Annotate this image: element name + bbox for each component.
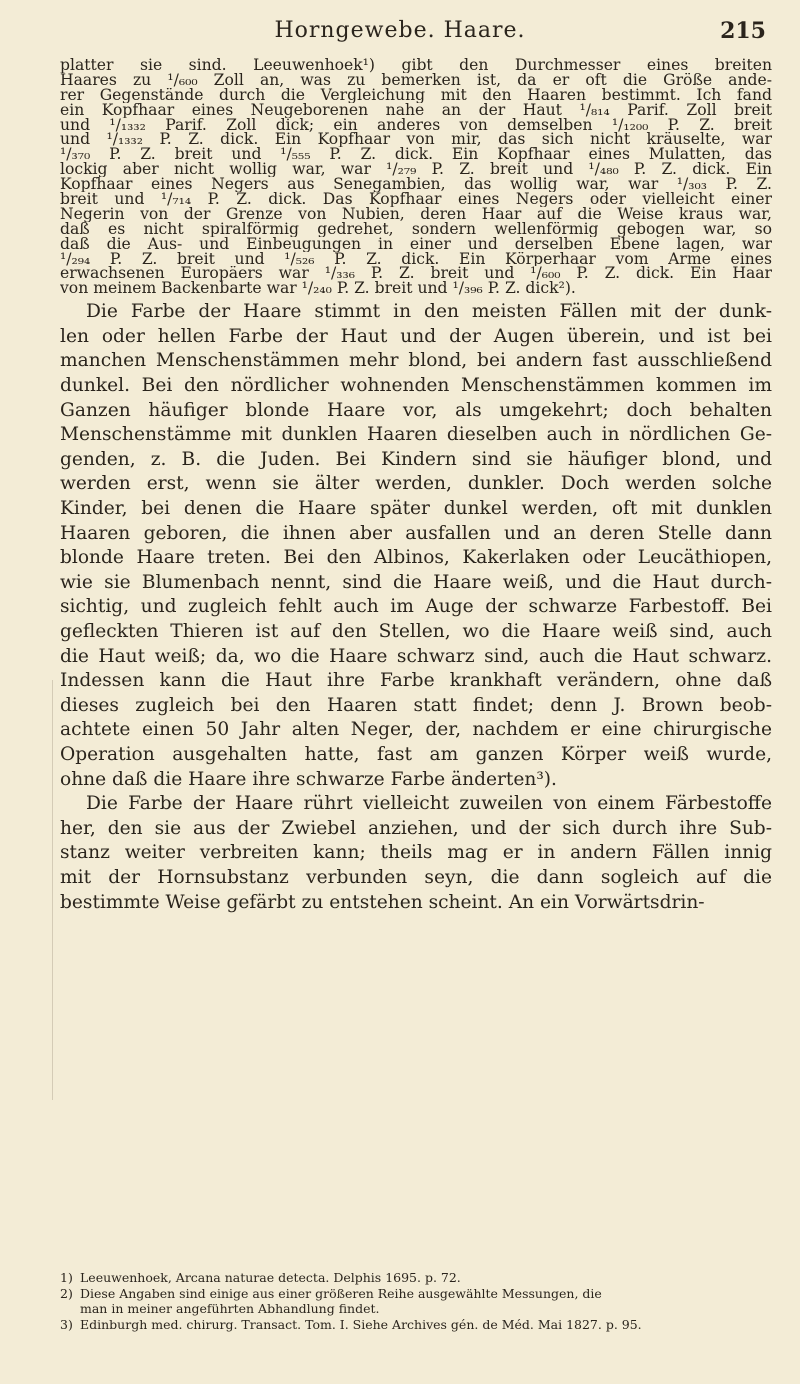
text-line: Menschenstämme mit dunklen Haaren dieselben auch in nördlichen Ge-	[60, 424, 772, 446]
text-line: Operation ausgehalten hatte, fast am ganzen Körper weiß wurde,	[60, 743, 772, 765]
text-line: len oder hellen Farbe der Haut und der Augen überein, und ist bei	[60, 325, 772, 347]
text-line: her, den sie aus der Zwiebel anziehen, und der sich durch ihre Sub-	[60, 817, 772, 839]
text-line: ¹/₂₉₄ P. Z. breit und ¹/₅₂₆ P. Z. dick. Ein Körperhaar vom Arme eines	[60, 251, 772, 267]
text-line: und ¹/₁₃₃₂ Parif. Zoll dick; ein anderes von demselben ¹/₁₂₀₀ P. Z. breit	[60, 117, 772, 133]
text-line: breit und ¹/₇₁₄ P. Z. dick. Das Kopfhaar eines Negers oder vielleicht einer	[60, 192, 772, 207]
text-line: gefleckten Thieren ist auf den Stellen, wo die Haare weiß sind, auch	[60, 620, 772, 642]
footnote-number: 2)	[60, 1285, 73, 1301]
text-line: manchen Menschenstämmen mehr blond, bei andern fast ausschließend	[60, 350, 772, 372]
footnote-number: 1)	[60, 1270, 73, 1285]
text-line: ein Kopfhaar eines Neugeborenen nahe an der Haut ¹/₈₁₄ Parif. Zoll breit	[60, 102, 772, 118]
text-line: Kinder, bei denen die Haare später dunkel werden, oft mit dunklen	[60, 498, 772, 519]
footnote-number: 3)	[60, 1316, 73, 1332]
footnotes	[60, 1270, 772, 1332]
footnote	[60, 1270, 772, 1286]
text-line: bestimmte Weise gefärbt zu entstehen scheint. An ein Vorwärtsdrin-	[60, 891, 705, 913]
footnote	[60, 1301, 772, 1317]
text-line: daß es nicht spiralförmig gedrehet, sondern wellenförmig gebogen war, so	[60, 221, 772, 237]
text-line: achtete einen 50 Jahr alten Neger, der, nachdem er eine chirurgische	[60, 719, 772, 741]
text-line: lockig aber nicht wollig war, war ¹/₂₇₉ P. Z. breit und ¹/₄₈₀ P. Z. dick. Ein	[60, 162, 772, 178]
text-line: Negerin von der Grenze von Nubien, deren Haar auf die Weise kraus war,	[60, 206, 772, 222]
text-line: dieses zugleich bei den Haaren statt findet; denn J. Brown beob-	[60, 694, 772, 716]
text-line: Haares zu ¹/₆₀₀ Zoll an, was zu bemerken ist, da er oft die Größe ande-	[60, 72, 772, 88]
text-line: die Haut weiß; da, wo die Haare schwarz sind, auch die Haut schwarz.	[60, 645, 772, 667]
page-number: 215	[720, 18, 766, 44]
text-line: von meinem Backenbarte war ¹/₂₄₀ P. Z. breit und ¹/₃₉₆ P. Z. dick²).	[60, 281, 576, 297]
text-line: Die Farbe der Haare rührt vielleicht zuweilen von einem Färbestoffe	[86, 793, 772, 815]
running-title: Horngewebe. Haare.	[274, 18, 526, 43]
text-line: sichtig, und zugleich fehlt auch im Auge der schwarze Farbestoff. Bei	[60, 596, 772, 618]
text-line: Kopfhaar eines Negers aus Senegambien, das wollig war, war ¹/₃₀₃ P. Z.	[60, 177, 772, 193]
margin-line	[52, 680, 53, 1100]
text-line: rer Gegenstände durch die Vergleichung mit den Haaren bestimmt. Ich fand	[60, 87, 772, 103]
text-line: werden erst, wenn sie älter werden, dunkler. Doch werden solche	[60, 473, 772, 495]
footnote	[60, 1317, 772, 1333]
footnote-text: Edinburgh med. chirurg. Transact. Tom. I. Siehe Archives gén. de Méd. Mai 1827. p. 95.	[80, 1316, 642, 1332]
text-line: wie sie Blumenbach nennt, sind die Haare weiß, und die Haut durch-	[60, 571, 772, 593]
footnote-text: Leeuwenhoek, Arcana naturae detecta. Delphis 1695. p. 72.	[80, 1270, 461, 1285]
text-line: dunkel. Bei den nördlicher wohnenden Menschenstämmen kommen im	[60, 375, 772, 397]
text-line: platter sie sind. Leeuwenhoek¹) gibt den Durchmesser eines breiten	[60, 58, 772, 73]
body-text	[60, 58, 772, 915]
text-line: Indessen kann die Haut ihre Farbe krankhaft verändern, ohne daß	[60, 670, 772, 692]
text-line: Die Farbe der Haare stimmt in den meisten Fällen mit der dunk-	[86, 301, 772, 323]
text-line: ¹/₃₇₀ P. Z. breit und ¹/₅₅₅ P. Z. dick. Ein Kopfhaar eines Mulatten, das	[60, 147, 772, 163]
text-line: daß die Aus- und Einbeugungen in einer und derselben Ebene lagen, war	[60, 236, 772, 252]
text-line: ohne daß die Haare ihre schwarze Farbe änderten³).	[60, 768, 557, 790]
text-line: genden, z. B. die Juden. Bei Kindern sind sie häufiger blond, und	[60, 448, 772, 470]
text-line: und ¹/₁₃₃₂ P. Z. dick. Ein Kopfhaar von mir, das sich nicht kräuselte, war	[60, 132, 772, 148]
text-line: Haaren geboren, die ihnen aber ausfallen und an deren Stelle dann	[60, 522, 772, 544]
text-line: Ganzen häufiger blonde Haare vor, als umgekehrt; doch behalten	[60, 399, 772, 421]
footnote-text: man in meiner angeführten Abhandlung findet.	[80, 1301, 380, 1316]
text-line: mit der Hornsubstanz verbunden seyn, die dann sogleich auf die	[60, 866, 772, 888]
footnote	[60, 1286, 772, 1302]
footnote-text: Diese Angaben sind einige aus einer größeren Reihe ausgewählte Messungen, die	[80, 1285, 602, 1301]
paragraph-dimensions	[60, 58, 772, 296]
text-line: blonde Haare treten. Bei den Albinos, Kakerlaken oder Leucäthiopen,	[60, 547, 772, 569]
text-line: erwachsenen Europäers war ¹/₃₃₆ P. Z. breit und ¹/₆₀₀ P. Z. dick. Ein Haar	[60, 266, 772, 282]
paragraph-hair-color	[60, 300, 772, 915]
text-line: stanz weiter verbreiten kann; theils mag er in andern Fällen innig	[60, 842, 772, 864]
page-header	[0, 18, 800, 48]
